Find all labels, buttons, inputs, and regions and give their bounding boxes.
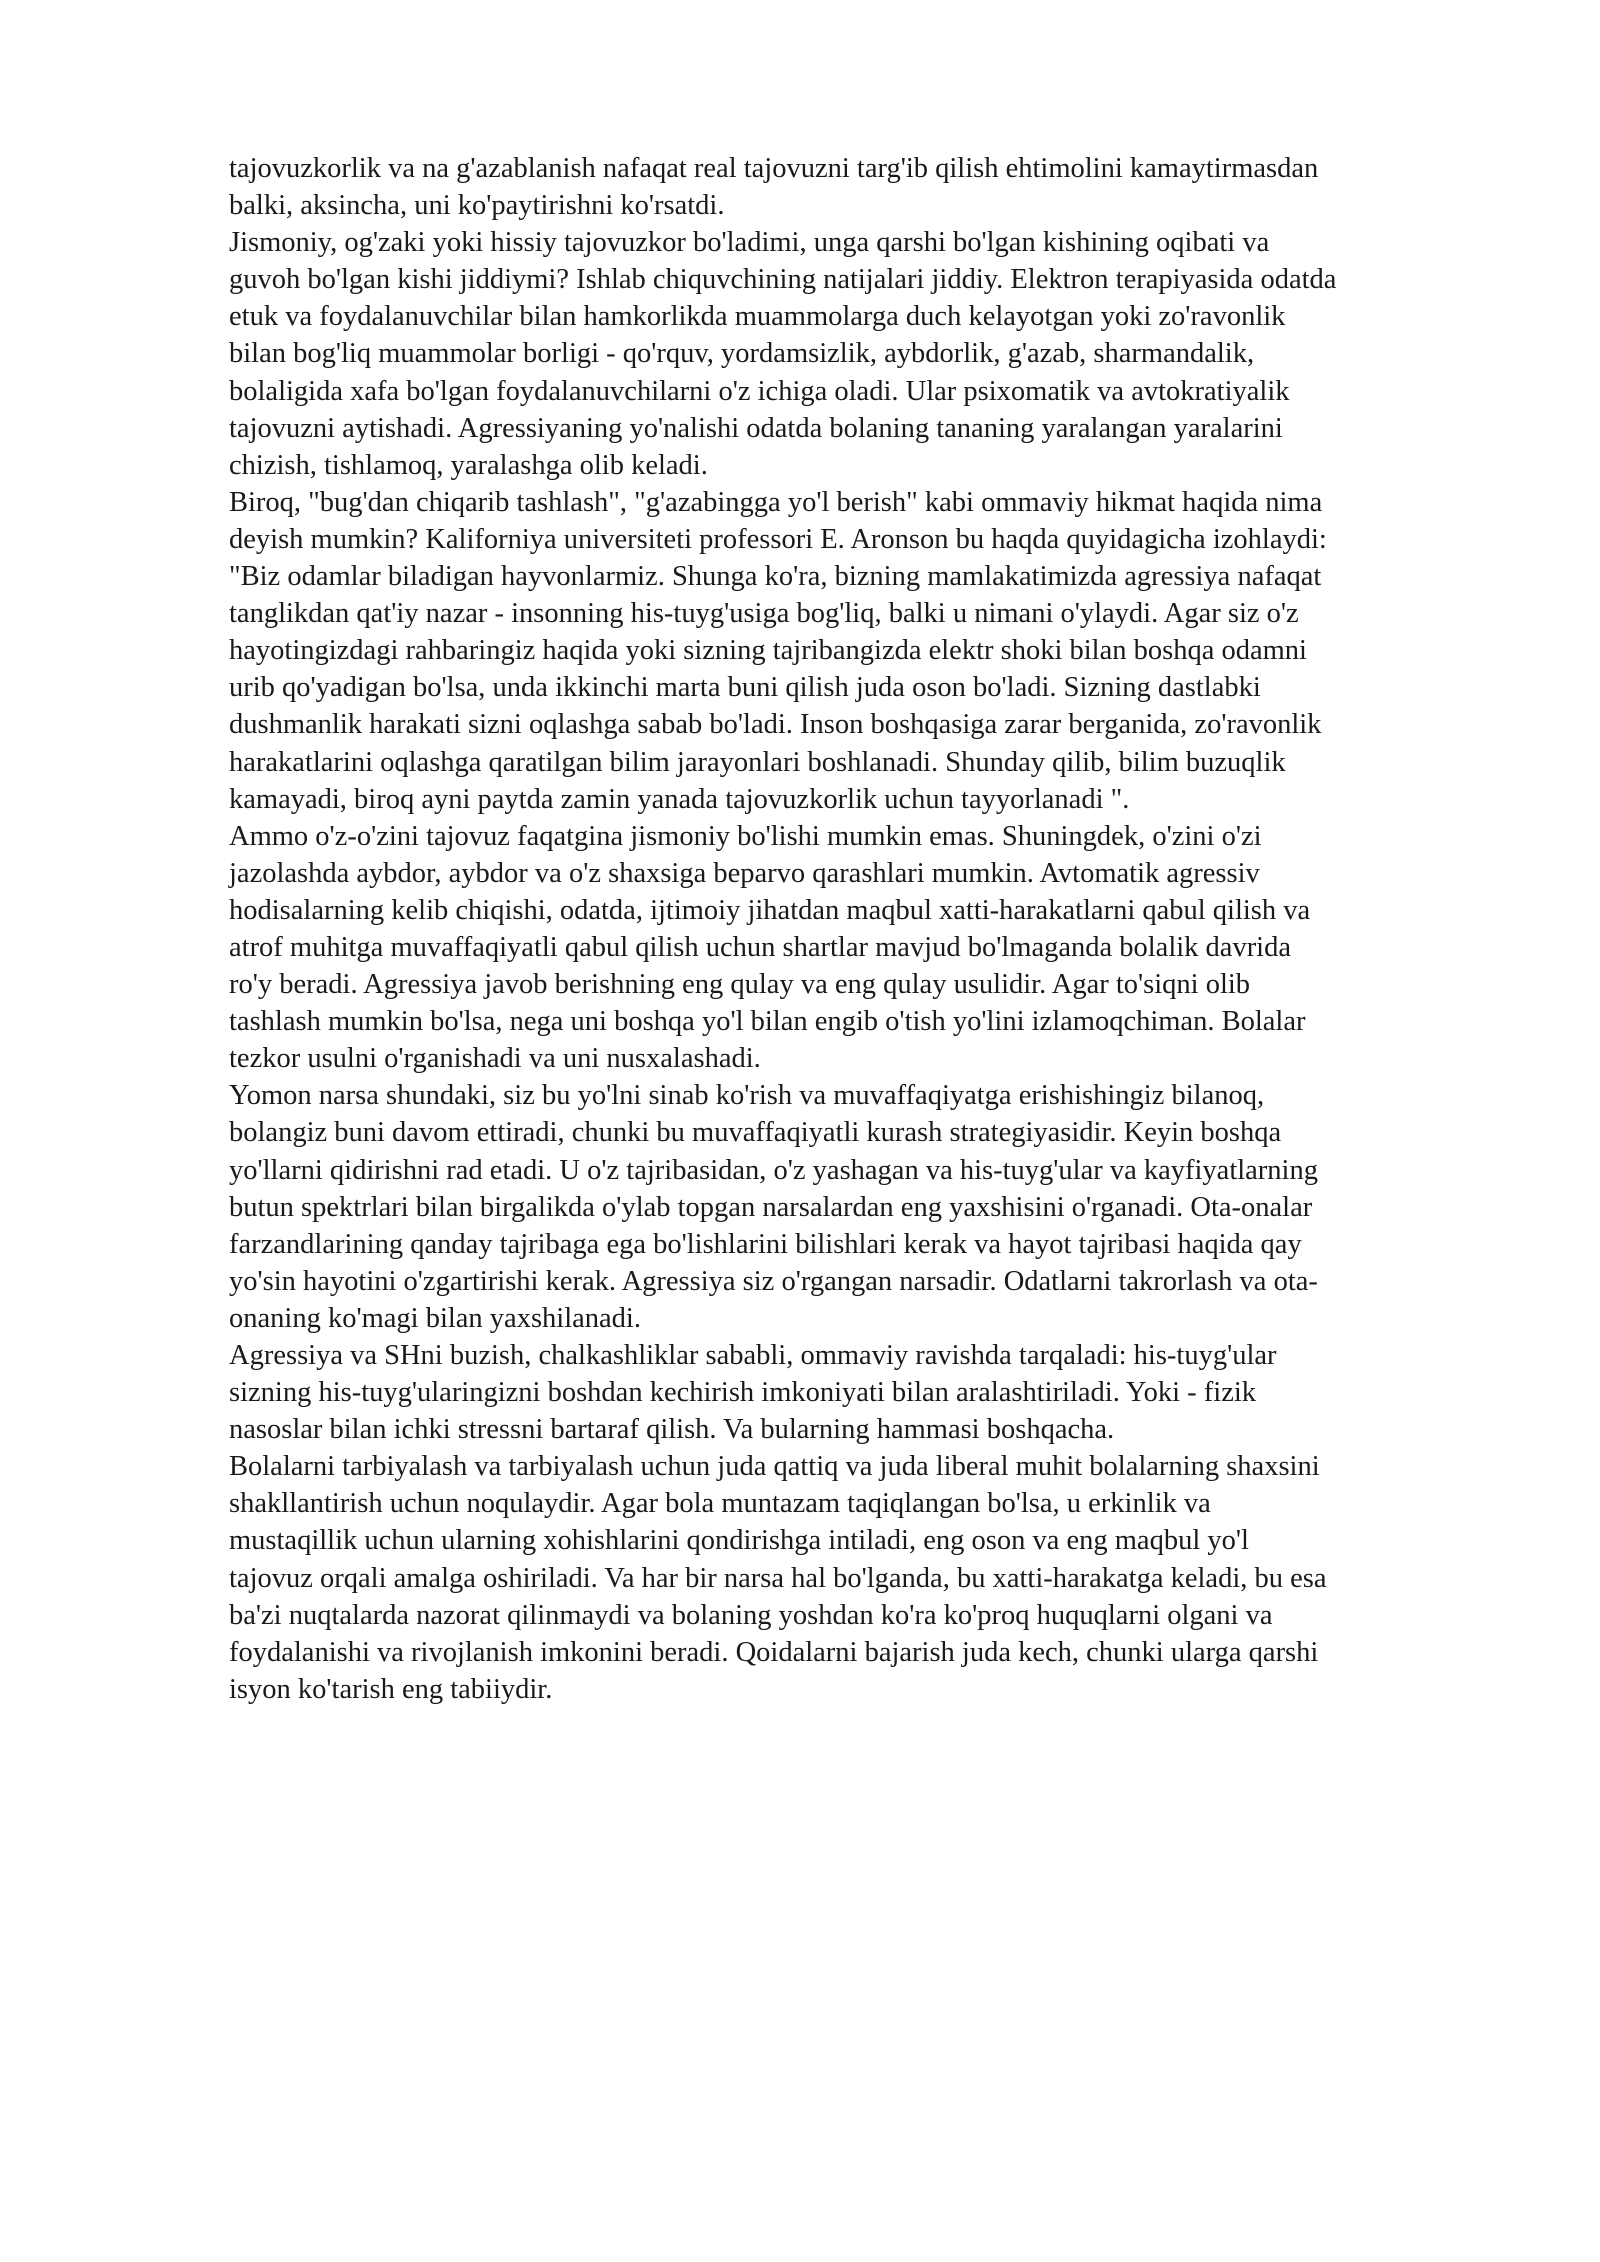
text-line: isyon ko'tarish eng tabiiydir. (229, 1673, 553, 1705)
text-line: deyish mumkin? Kaliforniya universiteti professori E. Aronson bu haqda quyidagicha izohlaydi: (229, 523, 1327, 555)
text-line: tajovuz orqali amalga oshiriladi. Va har bir narsa hal bo'lganda, bu xatti-harakatga keladi, bu esa (229, 1562, 1327, 1594)
text-line: ro'y beradi. Agressiya javob berishning eng qulay va eng qulay usulidir. Agar to'siqni olib (229, 969, 1251, 1001)
text-line: Bolalarni tarbiyalash va tarbiyalash uchun juda qattiq va juda liberal muhit bolalarning shaxsini (229, 1451, 1320, 1483)
text-line: hodisalarning kelib chiqishi, odatda, ijtimoiy jihatdan maqbul xatti-harakatlarni qabul qilish va (229, 894, 1311, 926)
text-line: nasoslar bilan ichki stressni bartaraf qilish. Va bularning hammasi boshqacha. (229, 1414, 1115, 1446)
paragraph-7 (229, 1448, 1489, 1708)
text-line: ba'zi nuqtalarda nazorat qilinmaydi va bolaning yoshdan ko'ra ko'proq huquqlarni olgani va (229, 1599, 1273, 1631)
text-line: foydalanishi va rivojlanish imkonini beradi. Qoidalarni bajarish juda kech, chunki ularga qarshi (229, 1636, 1319, 1668)
text-line: dushmanlik harakati sizni oqlashga sabab bo'ladi. Inson boshqasiga zarar berganida, zo'ravonlik (229, 709, 1322, 741)
text-line: bilan bog'liq muammolar borligi - qo'rquv, yordamsizlik, aybdorlik, g'azab, sharmandalik, (229, 338, 1255, 370)
text-line: harakatlarini oqlashga qaratilgan bilim jarayonlari boshlanadi. Shunday qilib, bilim buzuqlik (229, 746, 1286, 778)
text-line: yo'sin hayotini o'zgartirishi kerak. Agressiya siz o'rgangan narsadir. Odatlarni takrorlash va ota- (229, 1265, 1318, 1297)
text-line: tajovuzkorlik va na g'azablanish nafaqat real tajovuzni targ'ib qilish ehtimolini kamaytirmasdan (229, 153, 1319, 184)
text-line: bolaligida xafa bo'lgan foydalanuvchilarni o'z ichiga oladi. Ular psixomatik va avtokratiyalik (229, 375, 1290, 407)
text-line: mustaqillik uchun ularning xohishlarini qondirishga intiladi, eng oson va eng maqbul yo'l (229, 1525, 1249, 1557)
paragraph-5 (229, 1077, 1489, 1337)
paragraph-2 (229, 224, 1489, 484)
text-line: yo'llarni qidirishni rad etadi. U o'z tajribasidan, o'z yashagan va his-tuyg'ular va kayfiyatlarning (229, 1154, 1318, 1186)
paragraph-4 (229, 818, 1489, 1078)
text-line: sizning his-tuyg'ularingizni boshdan kechirish imkoniyati bilan aralashtiriladi. Yoki - fizik (229, 1377, 1257, 1409)
text-line: chizish, tishlamoq, yaralashga olib keladi. (229, 449, 708, 481)
text-line: farzandlarining qanday tajribaga ega bo'lishlarini bilishlari kerak va hayot tajribasi haqida qay (229, 1228, 1302, 1260)
text-line: kamayadi, biroq ayni paytda zamin yanada tajovuzkorlik uchun tayyorlanadi ". (229, 783, 1130, 815)
document-page (229, 150, 1489, 1708)
text-line: "Biz odamlar biladigan hayvonlarmiz. Shunga ko'ra, bizning mamlakatimizda agressiya nafaqat (229, 561, 1322, 593)
paragraph-3 (229, 484, 1489, 818)
text-line: shakllantirish uchun noqulaydir. Agar bola muntazam taqiqlangan bo'lsa, u erkinlik va (229, 1488, 1211, 1520)
text-line: atrof muhitga muvaffaqiyatli qabul qilish uchun shartlar mavjud bo'lmaganda bolalik davrida (229, 931, 1292, 963)
text-line: jazolashda aybdor, aybdor va o'z shaxsiga beparvo qarashlari mumkin. Avtomatik agressiv (229, 857, 1260, 889)
text-line: butun spektrlari bilan birgalikda o'ylab topgan narsalardan eng yaxshisini o'rganadi. Ota-onalar (229, 1191, 1313, 1223)
text-line: onaning ko'magi bilan yaxshilanadi. (229, 1302, 641, 1334)
text-line: bolangiz buni davom ettiradi, chunki bu muvaffaqiyatli kurash strategiyasidir. Keyin boshqa (229, 1117, 1282, 1149)
text-line: balki, aksincha, uni ko'paytirishni ko'rsatdi. (229, 190, 725, 222)
text-line: Biroq, "bug'dan chiqarib tashlash", "g'azabingga yo'l berish" kabi ommaviy hikmat haqida nima (229, 486, 1323, 518)
text-line: urib qo'yadigan bo'lsa, unda ikkinchi marta buni qilish juda oson bo'ladi. Sizning dastlabki (229, 672, 1261, 704)
text-line: tezkor usulni o'rganishadi va uni nusxalashadi. (229, 1043, 761, 1075)
text-line: hayotingizdagi rahbaringiz haqida yoki sizning tajribangizda elektr shoki bilan boshqa odamni (229, 635, 1307, 667)
text-line: guvoh bo'lgan kishi jiddiymi? Ishlab chiquvchining natijalari jiddiy. Elektron terapiyasida odatda (229, 264, 1337, 296)
text-line: tajovuzni aytishadi. Agressiyaning yo'nalishi odatda bolaning tananing yaralangan yaralarini (229, 412, 1283, 444)
text-line: Ammo o'z-o'zini tajovuz faqatgina jismoniy bo'lishi mumkin emas. Shuningdek, o'zini o'zi (229, 820, 1262, 852)
text-line: Yomon narsa shundaki, siz bu yo'lni sinab ko'rish va muvaffaqiyatga erishishingiz bilanoq, (229, 1080, 1265, 1112)
paragraph-6 (229, 1337, 1489, 1448)
text-line: tashlash mumkin bo'lsa, nega uni boshqa yo'l bilan engib o'tish yo'lini izlamoqchiman. Bolalar (229, 1006, 1306, 1038)
text-line: tanglikdan qat'iy nazar - insonning his-tuyg'usiga bog'liq, balki u nimani o'ylaydi. Agar siz o'z (229, 598, 1299, 630)
text-line: etuk va foydalanuvchilar bilan hamkorlikda muammolarga duch kelayotgan yoki zo'ravonlik (229, 301, 1286, 333)
paragraph-1 (229, 150, 1489, 224)
text-line: Jismoniy, og'zaki yoki hissiy tajovuzkor bo'ladimi, unga qarshi bo'lgan kishining oqibati va (229, 227, 1270, 259)
text-line: Agressiya va SHni buzish, chalkashliklar sababli, ommaviy ravishda tarqaladi: his-tuyg'ular (229, 1340, 1277, 1371)
